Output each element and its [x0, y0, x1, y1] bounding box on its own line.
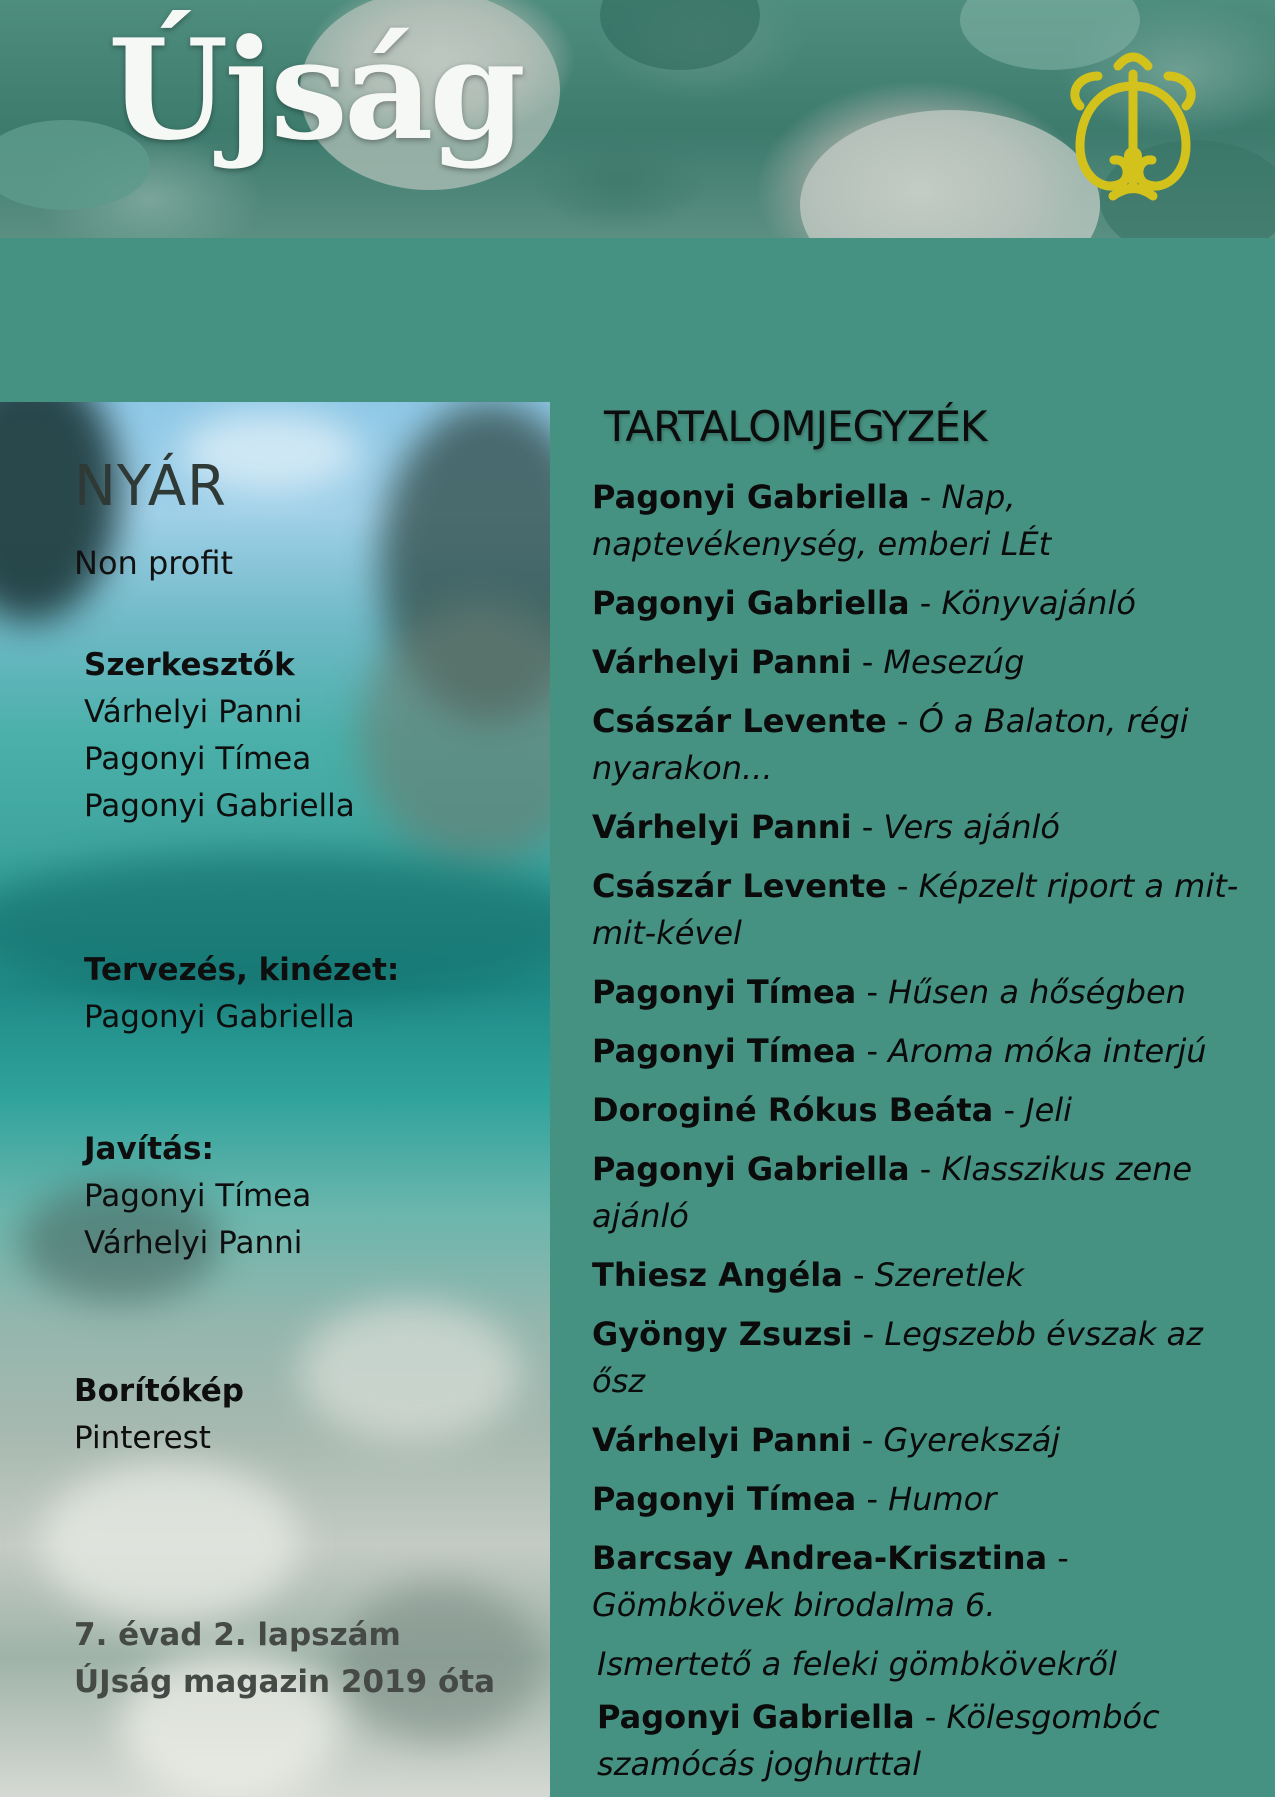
design-block [84, 947, 399, 1041]
toc-entry [592, 580, 1262, 627]
toc-separator: - [856, 1480, 889, 1518]
toc-article-title: Gömbkövek birodalma 6. [592, 1586, 996, 1624]
blur-shape [300, 1302, 520, 1442]
toc-entry [592, 1476, 1262, 1523]
toc-entry [592, 1146, 1262, 1240]
toc-author: Gyöngy Zsuzsi [592, 1315, 853, 1353]
toc-article-title: Jeli [1025, 1091, 1073, 1129]
toc-separator: - [842, 1256, 875, 1294]
toc-author: Pagonyi Gabriella [597, 1698, 915, 1736]
cover-heading: Borítókép [74, 1373, 244, 1409]
toc-entry [592, 969, 1262, 1016]
toc-separator: - [909, 1150, 942, 1188]
editor-name: Pagonyi Gabriella [84, 788, 355, 824]
pebble-decoration [800, 110, 1100, 238]
toc-author: Várhelyi Panni [592, 1421, 852, 1459]
toc-article-title: Hűsen a hőségben [888, 973, 1186, 1011]
toc-entry [592, 1087, 1262, 1134]
toc-author: Várhelyi Panni [592, 808, 852, 846]
toc-entry [592, 1311, 1262, 1405]
sidebar-water-panel [0, 402, 550, 1797]
toc-separator: - [886, 702, 919, 740]
toc-entry [592, 474, 1262, 568]
season-title: NYÁR [74, 454, 227, 519]
toc-entry [592, 863, 1262, 957]
proofing-block [84, 1126, 311, 1267]
toc-author: Pagonyi Gabriella [592, 584, 910, 622]
toc-article-title: Humor [888, 1480, 997, 1518]
proofreader-name: Pagonyi Tímea [84, 1178, 312, 1214]
toc-article-title: Képzelt riport a mit-mit-kével [592, 867, 1239, 952]
subtitle: Non profit [74, 544, 234, 582]
toc-separator: - [886, 867, 919, 905]
toc-separator: - [914, 1698, 947, 1736]
toc-article-title: Ó a Balaton, régi nyarakon... [592, 702, 1189, 787]
issue-line: ÚJság magazin 2019 óta [74, 1664, 496, 1700]
editor-name: Pagonyi Tímea [84, 741, 312, 777]
toc-article-title: Mesezúg [883, 643, 1025, 681]
toc-article-title: Vers ajánló [883, 808, 1060, 846]
toc-author: Császár Levente [592, 702, 887, 740]
toc-entry [592, 639, 1262, 686]
toc-article-title: Szeretlek [874, 1256, 1024, 1294]
toc-entry [597, 1694, 1262, 1788]
toc-article-title: Kölesgombóc szamócás joghurttal [597, 1698, 1160, 1783]
toc-separator: - [851, 1421, 884, 1459]
toc-article-title: Klasszikus zene ajánló [592, 1150, 1193, 1235]
toc-author: Pagonyi Tímea [592, 1480, 857, 1518]
toc-note-text: Ismertető a feleki gömbkövekről [597, 1645, 1117, 1683]
toc-entry [592, 1028, 1262, 1075]
header-banner [0, 0, 1275, 238]
toc-author: Császár Levente [592, 867, 887, 905]
toc-author: Pagonyi Tímea [592, 973, 857, 1011]
toc-author: Barcsay Andrea-Krisztina [592, 1539, 1048, 1577]
toc-separator: - [856, 973, 889, 1011]
toc-author: Pagonyi Gabriella [592, 1150, 910, 1188]
toc-article-title: Nap, naptevékenység, emberi LÉt [592, 478, 1052, 563]
toc-article-title: Gyerekszáj [883, 1421, 1061, 1459]
blur-shape [360, 602, 550, 862]
toc-author: Thiesz Angéla [592, 1256, 843, 1294]
toc-note [597, 1641, 1262, 1688]
toc-separator: - [909, 584, 942, 622]
toc-author: Pagonyi Gabriella [592, 478, 910, 516]
toc-separator: - [1047, 1539, 1069, 1577]
toc-entry [592, 1417, 1262, 1464]
toc-heading: TARTALOMJEGYZÉK [604, 402, 987, 451]
toc-author: Pagonyi Tímea [592, 1032, 857, 1070]
toc-separator: - [909, 478, 942, 516]
toc-entry [592, 804, 1262, 851]
toc-article-title: Legszebb évszak az ősz [592, 1315, 1203, 1400]
toc-article-title: Könyvajánló [941, 584, 1136, 622]
issue-info [74, 1612, 495, 1706]
magazine-title: Újság [108, 8, 522, 171]
toc-separator: - [851, 808, 884, 846]
toc-separator: - [852, 1315, 885, 1353]
blur-shape [40, 1462, 300, 1622]
proofreader-name: Várhelyi Panni [84, 1225, 303, 1261]
ornament-logo-icon [1058, 46, 1208, 206]
toc-separator: - [851, 643, 884, 681]
cover-source: Pinterest [74, 1420, 211, 1456]
issue-line: 7. évad 2. lapszám [74, 1617, 401, 1653]
toc-author: Várhelyi Panni [592, 643, 852, 681]
editors-block [84, 642, 355, 830]
editor-name: Várhelyi Panni [84, 694, 303, 730]
design-heading: Tervezés, kinézet: [84, 952, 400, 988]
designer-name: Pagonyi Gabriella [84, 999, 355, 1035]
proofing-heading: Javítás: [84, 1131, 214, 1167]
toc-entry [592, 698, 1262, 792]
toc-entry [592, 1252, 1262, 1299]
toc-separator: - [993, 1091, 1026, 1129]
cover-block [74, 1368, 244, 1462]
toc-entry [592, 1535, 1262, 1629]
toc-article-title: Aroma móka interjú [888, 1032, 1207, 1070]
toc-author: Doroginé Rókus Beáta [592, 1091, 994, 1129]
toc-list [592, 474, 1262, 1797]
toc-separator: - [856, 1032, 889, 1070]
editors-heading: Szerkesztők [84, 647, 295, 683]
pebble-decoration [600, 0, 760, 70]
